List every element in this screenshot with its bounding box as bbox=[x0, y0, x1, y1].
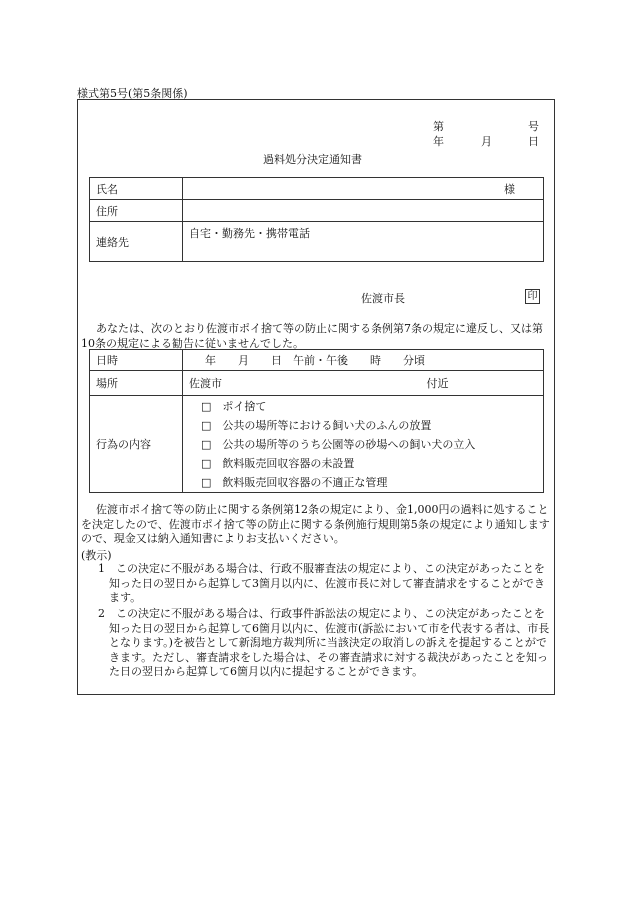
place-city: 佐渡市 bbox=[189, 377, 222, 390]
date-year-label: 年 bbox=[433, 135, 444, 148]
checkbox-icon[interactable]: □ bbox=[201, 456, 212, 470]
acts-label: 行為の内容 bbox=[90, 396, 183, 493]
datetime-field[interactable] bbox=[183, 350, 544, 371]
contact-options: 自宅・勤務先・携帯電話 bbox=[189, 227, 310, 240]
act-label: 公共の場所等のうち公園等の砂場への飼い犬の立入 bbox=[222, 437, 476, 451]
name-label: 氏名 bbox=[90, 178, 183, 200]
notice-item-1 bbox=[98, 562, 551, 606]
contact-label: 連絡先 bbox=[90, 222, 183, 262]
decision-paragraph: 佐渡市ポイ捨て等の防止に関する条例第12条の規定により、金1,000円の過料に処することを決定したので、佐渡市ポイ捨て等の防止に関する条例施行規則第5条の規定により通知しますので、現金又は納入通知書によりお支払いください。 bbox=[81, 503, 550, 545]
date-month-label: 月 bbox=[481, 135, 492, 148]
act-option-dog-sandbox[interactable] bbox=[201, 435, 537, 454]
place-field[interactable] bbox=[183, 371, 544, 396]
notice-item-text: この決定に不服がある場合は、行政事件訴訟法の規定により、この決定があったことを知った日の翌日から起算して6箇月以内に、佐渡市(訴訟において市を代表する者は、市長となります。)を被告として新潟地方裁判所に当該決定の取消しの訴えを提起することができます。ただし、審査請求をした場合は、その審査請求に対する裁決があったことを知った日の翌日から起算して6箇月以内に提起することができます。 bbox=[109, 607, 550, 678]
intro-paragraph: あなたは、次のとおり佐渡市ポイ捨て等の防止に関する条例第7条の規定に違反し、又は第10条の規定による勧告に従いませんでした。 bbox=[81, 322, 543, 350]
checkbox-icon[interactable]: □ bbox=[201, 418, 212, 432]
checkbox-icon[interactable]: □ bbox=[201, 399, 212, 413]
place-label: 場所 bbox=[90, 371, 183, 396]
act-label: 公共の場所等における飼い犬のふんの放置 bbox=[222, 418, 432, 432]
date-day-label: 日 bbox=[528, 135, 539, 148]
act-label: ポイ捨て bbox=[222, 399, 267, 413]
notice-item-number: 1 bbox=[98, 562, 105, 575]
violation-table bbox=[89, 349, 544, 493]
place-suffix: 付近 bbox=[426, 377, 449, 390]
act-option-littering[interactable] bbox=[201, 397, 537, 416]
notice-item-2 bbox=[98, 607, 551, 680]
recipient-table bbox=[89, 177, 544, 262]
datetime-template: 年 月 日 午前・午後 時 分頃 bbox=[205, 354, 425, 367]
contact-field[interactable] bbox=[183, 222, 544, 262]
checkbox-icon[interactable]: □ bbox=[201, 437, 212, 451]
form-number-label: 様式第5号(第5条関係) bbox=[77, 87, 188, 100]
notice-item-text: この決定に不服がある場合は、行政不服審査法の規定により、この決定があったことを知った日の翌日から起算して3箇月以内に、佐渡市長に対して審査請求をすることができます。 bbox=[109, 562, 545, 604]
address-field[interactable] bbox=[183, 200, 544, 222]
notice-heading: (教示) bbox=[81, 549, 112, 562]
act-label: 飲料販売回収容器の未設置 bbox=[222, 456, 355, 470]
datetime-label: 日時 bbox=[90, 350, 183, 371]
checkbox-icon[interactable]: □ bbox=[201, 475, 212, 489]
act-label: 飲料販売回収容器の不適正な管理 bbox=[222, 475, 388, 489]
act-option-dog-waste[interactable] bbox=[201, 416, 537, 435]
number-suffix: 号 bbox=[528, 120, 539, 133]
name-honorific: 様 bbox=[504, 182, 515, 196]
act-option-container-mismanaged[interactable] bbox=[201, 473, 537, 492]
official-seal-icon: 印 bbox=[525, 289, 540, 304]
document-title: 過料処分決定通知書 bbox=[263, 153, 362, 166]
notice-item-number: 2 bbox=[98, 607, 105, 620]
issuer-name: 佐渡市長 bbox=[361, 292, 405, 305]
number-prefix: 第 bbox=[433, 120, 444, 133]
address-label: 住所 bbox=[90, 200, 183, 222]
act-option-no-container[interactable] bbox=[201, 454, 537, 473]
name-field[interactable] bbox=[183, 178, 544, 200]
